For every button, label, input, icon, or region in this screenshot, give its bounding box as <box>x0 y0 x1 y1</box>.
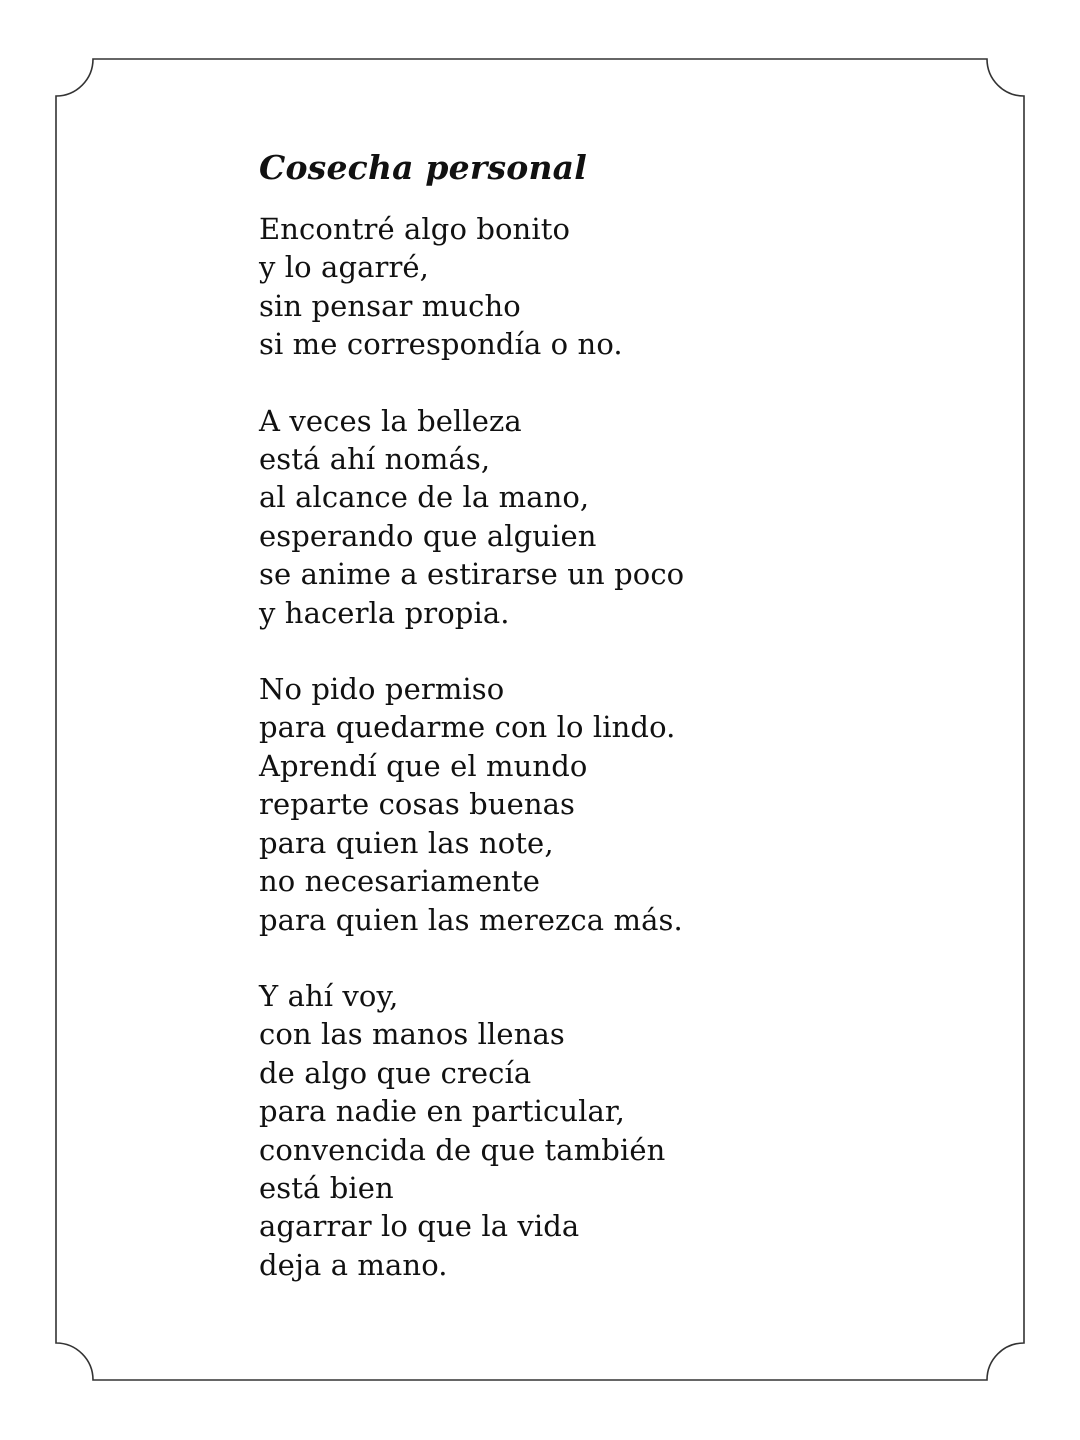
poem-line: para quedarme con lo lindo. <box>259 710 676 745</box>
poem-line: se anime a estirarse un poco <box>259 557 685 592</box>
poem-line: Aprendí que el mundo <box>259 748 588 783</box>
poem <box>259 146 959 1322</box>
poem-line: Y ahí voy, <box>259 978 399 1013</box>
poem-line: para quien las merezca más. <box>259 902 683 937</box>
poem-line: A veces la belleza <box>259 403 522 438</box>
stanza-2 <box>259 402 959 632</box>
poem-line: sin pensar mucho <box>259 288 521 323</box>
poem-title: Cosecha personal <box>259 148 587 187</box>
poem-line: y hacerla propia. <box>259 595 510 630</box>
poem-line: convencida de que también <box>259 1132 666 1167</box>
poem-line: si me correspondía o no. <box>259 327 623 362</box>
poem-line: reparte cosas buenas <box>259 787 576 822</box>
poem-line: esperando que alguien <box>259 518 597 553</box>
poem-line: al alcance de la mano, <box>259 480 590 515</box>
poem-line: y lo agarré, <box>259 250 430 285</box>
poem-line: No pido permiso <box>259 672 505 707</box>
stanza-3 <box>259 670 959 939</box>
poem-line: con las manos llenas <box>259 1017 565 1052</box>
stanza-4 <box>259 977 959 1284</box>
poem-line: para quien las note, <box>259 825 554 860</box>
poem-line: agarrar lo que la vida <box>259 1209 580 1244</box>
poem-line: deja a mano. <box>259 1247 448 1282</box>
poem-line: de algo que crecía <box>259 1055 532 1090</box>
poem-line: Encontré algo bonito <box>259 212 571 246</box>
poem-line: está ahí nomás, <box>259 442 491 477</box>
poem-line: para nadie en particular, <box>259 1094 625 1129</box>
poem-line: está bien <box>259 1170 394 1205</box>
stanza-1 <box>259 210 959 364</box>
poem-line: no necesariamente <box>259 864 541 899</box>
